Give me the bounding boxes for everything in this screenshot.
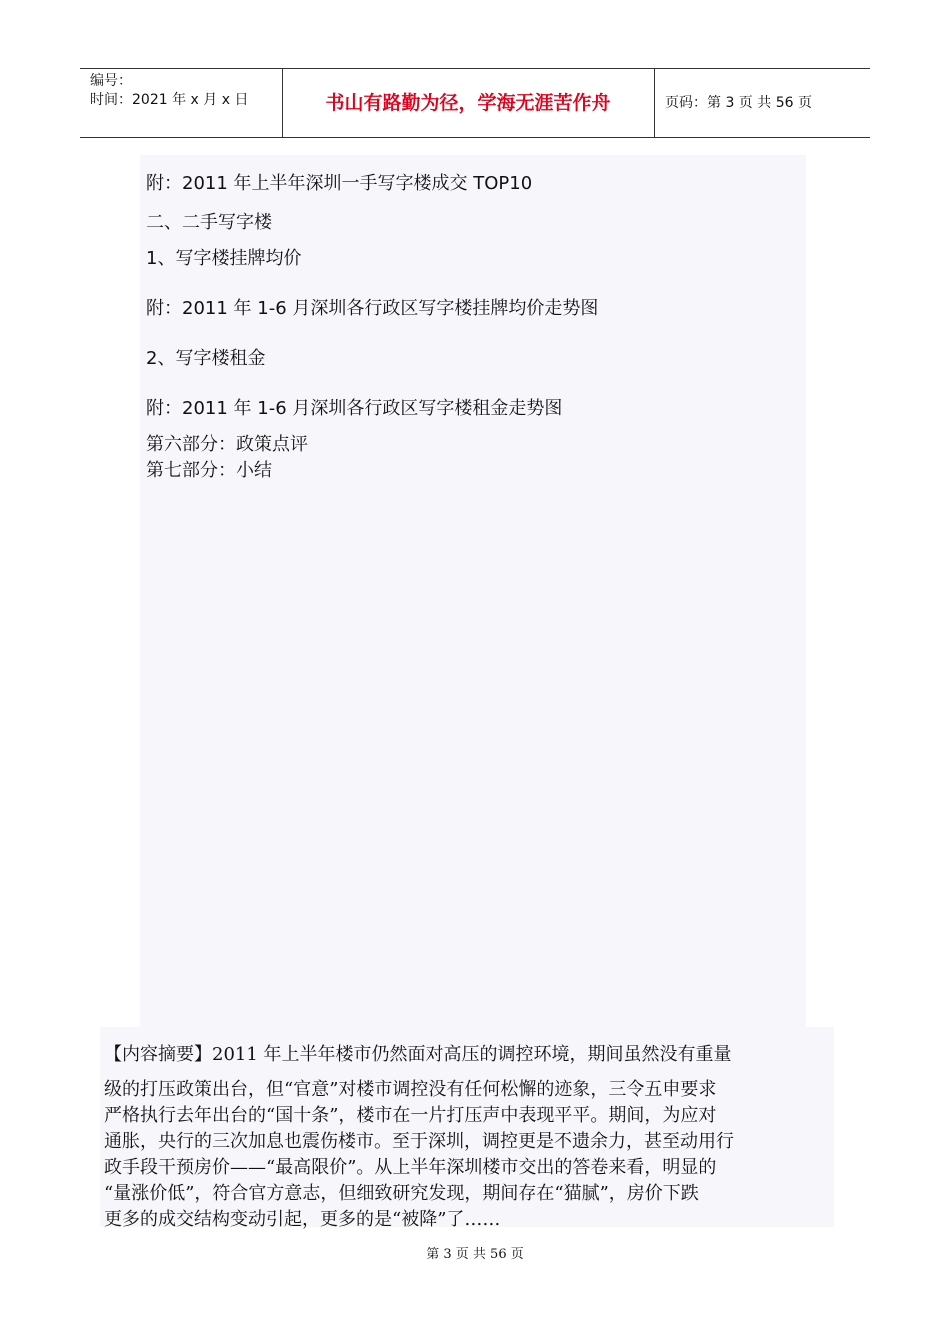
header-page-info: 页码：第 3 页 共 56 页 — [665, 95, 812, 111]
summary-line: 政手段干预房价——“最高限价”。从上半年深圳楼市交出的答卷来看，明显的 — [104, 1157, 717, 1178]
header-motto-cell — [282, 69, 655, 137]
toc-item: 附：2011 年上半年深圳一手写字楼成交 TOP10 — [146, 173, 533, 194]
summary-line: 通胀，央行的三次加息也震伤楼市。至于深圳，调控更是不遗余力，甚至动用行 — [104, 1131, 734, 1152]
toc-item: 第七部分：小结 — [146, 460, 272, 481]
header-page-cell — [655, 69, 870, 137]
page-footer: 第 3 页 共 56 页 — [426, 1247, 524, 1262]
page-header — [80, 68, 870, 138]
toc-item: 2、写字楼租金 — [146, 348, 266, 369]
toc-item: 附：2011 年 1-6 月深圳各行政区写字楼租金走势图 — [146, 398, 563, 419]
toc-item: 二、二手写字楼 — [146, 212, 272, 233]
header-info-cell — [80, 69, 283, 137]
document-date: 时间：2021 年 x 月 x 日 — [90, 92, 249, 108]
motto-text: 书山有路勤为径，学海无涯苦作舟 — [325, 92, 611, 114]
summary-line: 级的打压政策出台，但“官意”对楼市调控没有任何松懈的迹象，三令五申要求 — [104, 1079, 717, 1100]
summary-line: 严格执行去年出台的“国十条”，楼市在一片打压声中表现平平。期间，为应对 — [104, 1105, 717, 1126]
summary-line: 【内容摘要】2011 年上半年楼市仍然面对高压的调控环境，期间虽然没有重量 — [104, 1044, 732, 1065]
summary-line: 更多的成交结构变动引起，更多的是“被降”了…… — [104, 1209, 501, 1230]
summary-line: “量涨价低”，符合官方意志，但细致研究发现，期间存在“猫腻”，房价下跌 — [104, 1183, 699, 1204]
toc-item: 1、写字楼挂牌均价 — [146, 248, 302, 269]
toc-item: 第六部分：政策点评 — [146, 434, 308, 455]
toc-item: 附：2011 年 1-6 月深圳各行政区写字楼挂牌均价走势图 — [146, 298, 599, 319]
content-panel — [140, 155, 806, 1027]
document-number-label: 编号： — [90, 73, 132, 89]
